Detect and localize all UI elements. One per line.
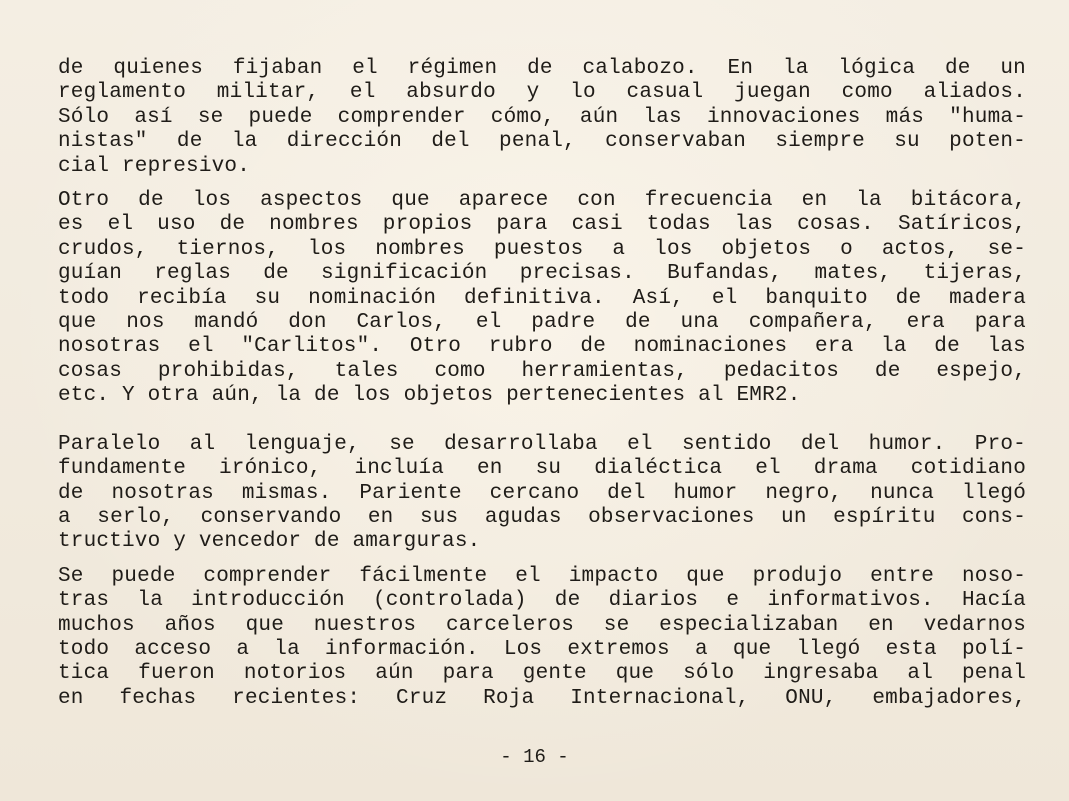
text-line: muchos años que nuestros carceleros se especializaban en vedarnos [58,613,1026,637]
text-line: a serlo, conservando en sus agudas observaciones un espíritu cons- [58,505,1026,529]
text-line: todo recibía su nominación definitiva. Así, el banquito de madera [58,286,1026,310]
text-line: de quienes fijaban el régimen de calabozo. En la lógica de un [58,57,1026,80]
text-line: cosas prohibidas, tales como herramientas, pedacitos de espejo, [58,359,1026,383]
paragraph-1 [58,57,1026,179]
text-line: tructivo y vencedor de amarguras. [58,530,481,554]
text-line: todo acceso a la información. Los extremos a que llegó esta polí- [58,637,1026,661]
text-line: de nosotras mismas. Pariente cercano del humor negro, nunca llegó [58,481,1026,505]
text-line: nistas" de la dirección del penal, conservaban siempre su poten- [58,130,1026,154]
paragraph-gap [58,555,1026,565]
text-line: reglamento militar, el absurdo y lo casual juegan como aliados. [58,81,1026,105]
text-line: etc. Y otra aún, la de los objetos pertenecientes al EMR2. [58,384,801,408]
paragraph-gap [58,409,1026,433]
text-line: que nos mandó don Carlos, el padre de una compañera, era para [58,311,1026,335]
page-number: - 16 - [500,746,569,768]
text-line: crudos, tiernos, los nombres puestos a los objetos o actos, se- [58,237,1026,261]
text-line: Sólo así se puede comprender cómo, aún las innovaciones más "huma- [58,105,1026,129]
paragraph-gap [58,179,1026,189]
text-line: nosotras el "Carlitos". Otro rubro de nominaciones era la de las [58,335,1026,359]
text-line: tras la introducción (controlada) de diarios e informativos. Hacía [58,589,1026,613]
text-line: guían reglas de significación precisas. Bufandas, mates, tijeras, [58,262,1026,286]
text-line: Otro de los aspectos que aparece con frecuencia en la bitácora, [58,189,1026,213]
text-line: es el uso de nombres propios para casi todas las cosas. Satíricos, [58,213,1026,237]
text-line: Se puede comprender fácilmente el impacto que produjo entre noso- [58,564,1026,588]
text-line: fundamente irónico, incluía en su dialéctica el drama cotidiano [58,457,1026,481]
body-text [58,57,1026,711]
paragraph-2 [58,189,1026,409]
text-line: en fechas recientes: Cruz Roja Internacional, ONU, embajadores, [58,686,1026,710]
text-line: tica fueron notorios aún para gente que sólo ingresaba al penal [58,662,1026,686]
text-line: cial represivo. [58,154,251,178]
text-line: Paralelo al lenguaje, se desarrollaba el sentido del humor. Pro- [58,432,1026,456]
paragraph-4 [58,565,1026,711]
paragraph-3 [58,433,1026,555]
